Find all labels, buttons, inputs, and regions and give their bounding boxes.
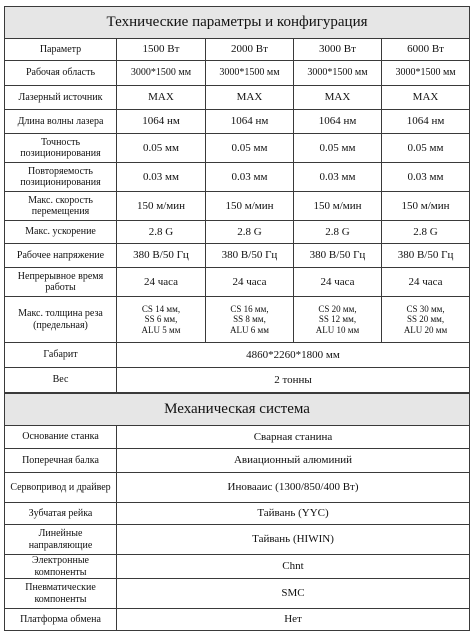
- table-cell: 1064 нм: [117, 110, 206, 134]
- table-cell: 1064 нм: [294, 110, 382, 134]
- table-cell: MAX: [294, 86, 382, 110]
- table-cell: [117, 297, 206, 343]
- row-label: Макс. скорость перемещения: [5, 192, 117, 221]
- table-row: [5, 503, 470, 525]
- mechanical-system-table: [4, 393, 470, 631]
- table-cell: 3000*1500 мм: [117, 61, 206, 86]
- table-cell: Сварная станина: [117, 426, 470, 449]
- section-title: Механическая система: [5, 394, 470, 426]
- table-row: [5, 579, 470, 609]
- table-cell: 24 часа: [206, 268, 294, 297]
- row-label: Макс. толщина реза (предельная): [5, 297, 117, 343]
- table-cell: 2.8 G: [206, 221, 294, 244]
- table-cell: [294, 297, 382, 343]
- table-cell: 4860*2260*1800 мм: [117, 343, 470, 368]
- table-cell: 380 В/50 Гц: [382, 244, 470, 268]
- table-cell: 380 В/50 Гц: [294, 244, 382, 268]
- table-row: [5, 268, 470, 297]
- table-row: [5, 61, 470, 86]
- column-header: 1500 Вт: [117, 39, 206, 61]
- cell-line: ALU 6 мм: [230, 324, 269, 335]
- row-label: Длина волны лазера: [5, 110, 117, 134]
- table-cell: Нет: [117, 609, 470, 631]
- table-cell: Авиационный алюминий: [117, 449, 470, 473]
- cell-line: CS 16 мм,: [230, 304, 269, 315]
- cell-line: SS 8 мм,: [233, 314, 266, 325]
- table-cell: 24 часа: [382, 268, 470, 297]
- table-cell: [382, 297, 470, 343]
- row-label: Линейные направляющие: [5, 525, 117, 555]
- table-row: [5, 244, 470, 268]
- row-label: Точность позиционирования: [5, 134, 117, 163]
- table-row: [5, 555, 470, 579]
- table-cell: MAX: [117, 86, 206, 110]
- table-row: [5, 473, 470, 503]
- table-cell: MAX: [382, 86, 470, 110]
- row-label: Зубчатая рейка: [5, 503, 117, 525]
- row-label: Пневматические компоненты: [5, 579, 117, 609]
- table-cell: 0.05 мм: [117, 134, 206, 163]
- table-cell: 2.8 G: [382, 221, 470, 244]
- row-label: Рабочее напряжение: [5, 244, 117, 268]
- table-cell: 1064 нм: [382, 110, 470, 134]
- table-cell: 0.05 мм: [382, 134, 470, 163]
- table-cell: 150 м/мин: [294, 192, 382, 221]
- table-row: [5, 449, 470, 473]
- table-row: [5, 134, 470, 163]
- cell-line: ALU 10 мм: [315, 324, 360, 335]
- table-cell: 2.8 G: [294, 221, 382, 244]
- weight-row: [5, 368, 470, 393]
- table-row: [5, 110, 470, 134]
- section-header: [5, 394, 470, 426]
- cell-line: CS 20 мм,: [318, 304, 357, 315]
- table-cell: 380 В/50 Гц: [117, 244, 206, 268]
- row-label: Макс. ускорение: [5, 221, 117, 244]
- dimensions-row: [5, 343, 470, 368]
- row-label: Электронные компоненты: [5, 555, 117, 579]
- row-label: Габарит: [5, 343, 117, 368]
- row-label: Вес: [5, 368, 117, 393]
- table-row: [5, 609, 470, 631]
- cell-line: CS 14 мм,: [141, 304, 181, 315]
- table-cell: 1064 нм: [206, 110, 294, 134]
- table-cell: Тайвань (YYC): [117, 503, 470, 525]
- table-row: [5, 297, 470, 343]
- row-label: Рабочая область: [5, 61, 117, 86]
- table-cell: 24 часа: [117, 268, 206, 297]
- table-cell: 150 м/мин: [206, 192, 294, 221]
- table-cell: Иновааис (1300/850/400 Вт): [117, 473, 470, 503]
- section-header: [5, 7, 470, 39]
- table-cell: SMC: [117, 579, 470, 609]
- table-cell: 0.03 мм: [382, 163, 470, 192]
- table-cell: 0.03 мм: [206, 163, 294, 192]
- table-cell: 3000*1500 мм: [206, 61, 294, 86]
- column-header: 2000 Вт: [206, 39, 294, 61]
- column-header: 3000 Вт: [294, 39, 382, 61]
- table-cell: 2 тонны: [117, 368, 470, 393]
- table-cell: 3000*1500 мм: [294, 61, 382, 86]
- table-row: [5, 525, 470, 555]
- column-header: Параметр: [5, 39, 117, 61]
- spec-sheet: [4, 6, 469, 631]
- row-label: Повторяемость позиционирования: [5, 163, 117, 192]
- cell-line: ALU 5 мм: [141, 324, 181, 335]
- cell-line: ALU 20 мм: [403, 324, 448, 335]
- cell-line: CS 30 мм,: [406, 304, 445, 315]
- table-cell: 0.03 мм: [294, 163, 382, 192]
- row-label: Поперечная балка: [5, 449, 117, 473]
- table-row: [5, 221, 470, 244]
- row-label: Лазерный источник: [5, 86, 117, 110]
- row-label: Платформа обмена: [5, 609, 117, 631]
- table-cell: 3000*1500 мм: [382, 61, 470, 86]
- tech-params-table: [4, 6, 470, 393]
- table-cell: 150 м/мин: [117, 192, 206, 221]
- table-cell: [206, 297, 294, 343]
- table-cell: 0.05 мм: [206, 134, 294, 163]
- table-cell: 0.05 мм: [294, 134, 382, 163]
- table-cell: 0.03 мм: [117, 163, 206, 192]
- cell-line: SS 6 мм,: [144, 314, 178, 325]
- table-row: [5, 163, 470, 192]
- row-label: Основание станка: [5, 426, 117, 449]
- column-header: 6000 Вт: [382, 39, 470, 61]
- section-title: Технические параметры и конфигурация: [5, 7, 470, 39]
- table-cell: Chnt: [117, 555, 470, 579]
- table-cell: Тайвань (HIWIN): [117, 525, 470, 555]
- table-cell: MAX: [206, 86, 294, 110]
- table-cell: 2.8 G: [117, 221, 206, 244]
- table-row: [5, 86, 470, 110]
- row-label: Сервопривод и драйвер: [5, 473, 117, 503]
- table-cell: 150 м/мин: [382, 192, 470, 221]
- column-header-row: [5, 39, 470, 61]
- table-row: [5, 426, 470, 449]
- table-cell: 24 часа: [294, 268, 382, 297]
- row-label: Непрерывное время работы: [5, 268, 117, 297]
- table-row: [5, 192, 470, 221]
- cell-line: SS 20 мм,: [406, 314, 445, 325]
- table-cell: 380 В/50 Гц: [206, 244, 294, 268]
- cell-line: SS 12 мм,: [318, 314, 357, 325]
